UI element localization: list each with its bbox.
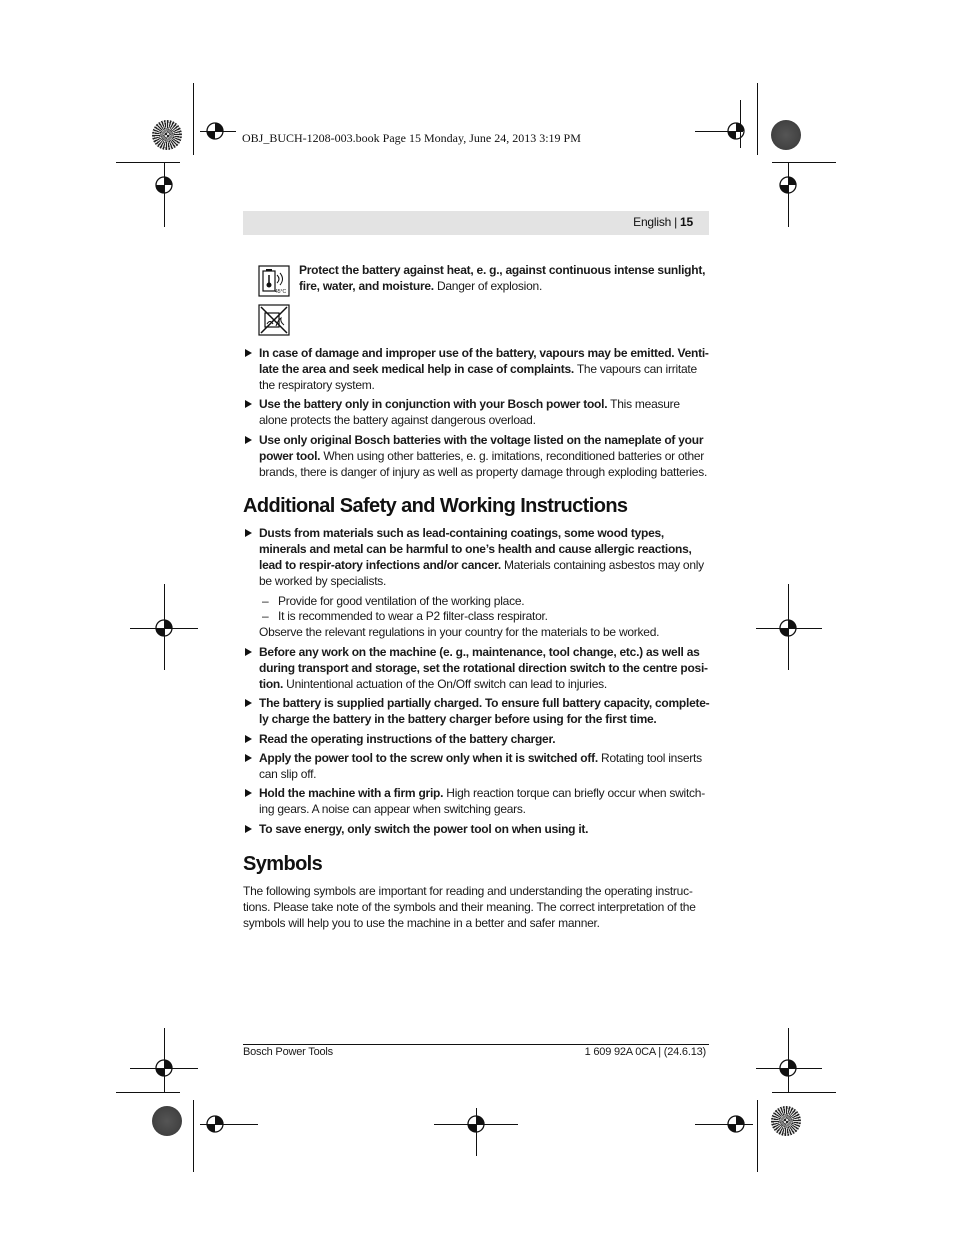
bullet-normal: The vapours can irritate the respiratory system. [259, 362, 697, 392]
bullet-bold: Hold the machine with a firm grip. [259, 786, 444, 800]
registration-mark-icon [725, 1113, 747, 1135]
battery-heat-warning [299, 262, 711, 294]
bullet-triangle-icon [245, 699, 252, 707]
list-item [243, 785, 711, 817]
bullet-triangle-icon [245, 529, 252, 537]
bullet-bold: Use only original Bosch batteries with the voltage listed on the nameplate of your power tool. [259, 433, 704, 463]
footer-doc-number: 1 609 92A 0CA | (24.6.13) [584, 1046, 706, 1058]
sunburst-mark-icon [152, 120, 182, 150]
list-item [243, 396, 711, 428]
footer-brand: Bosch Power Tools [243, 1046, 333, 1058]
bullet-normal: Rotating tool inserts can slip off. [259, 751, 702, 781]
list-item [243, 345, 711, 393]
bullet-bold: In case of damage and improper use of the battery, vapours may be emitted. Venti-late the area and seek medical help in case of complaints. [259, 346, 709, 376]
bullet-bold: Apply the power tool to the screw only when it is switched off. [259, 751, 598, 765]
list-item [243, 432, 711, 480]
bullet-bold: To save energy, only switch the power tool on when using it. [259, 822, 589, 836]
header-separator: | [674, 215, 678, 229]
bullet-bold: Read the operating instructions of the battery charger. [259, 732, 556, 746]
registration-mark-icon [204, 1113, 226, 1135]
list-item [243, 750, 711, 782]
dash-text: Provide for good ventilation of the working place. [278, 594, 525, 608]
bullet-triangle-icon [245, 648, 252, 656]
list-item [243, 525, 711, 589]
registration-mark-icon [777, 617, 799, 639]
dash-text: It is recommended to wear a P2 filter-class respirator. [278, 609, 548, 623]
registration-mark-icon [153, 174, 175, 196]
gray-target-icon [152, 1106, 182, 1136]
registration-mark-icon [777, 174, 799, 196]
bullet-normal: Materials containing asbestos may only be worked by specialists. [259, 558, 704, 588]
section-heading: Additional Safety and Working Instructions [243, 495, 628, 517]
registration-mark-icon [153, 617, 175, 639]
registration-mark-icon [204, 120, 226, 142]
dash-symbol: – [262, 594, 269, 608]
no-fire-water-icon [258, 304, 290, 336]
bullet-normal: When using other batteries, e. g. imitations, reconditioned batteries or other brands, there is danger of injury as well as property damage through exploding batteries. [259, 449, 708, 479]
page-header [243, 211, 709, 235]
list-item [243, 644, 711, 692]
bullet-triangle-icon [245, 400, 252, 408]
section-heading: Symbols [243, 853, 323, 875]
battery-heat-warning-icon [258, 265, 290, 297]
bullet-normal: High reaction torque can briefly occur when switch-ing gears. A noise can appear when switching gears. [259, 786, 705, 816]
list-item [243, 695, 711, 727]
page-number: 15 [680, 215, 693, 229]
bullet-normal: Unintentional actuation of the On/Off switch can lead to injuries. [283, 677, 607, 691]
dash-list-item [262, 593, 524, 609]
sunburst-mark-icon [771, 1106, 801, 1136]
bullet-bold: The battery is supplied partially charged. To ensure full battery capacity, complete-ly charge the battery in the battery charger before using for the first time. [259, 696, 710, 726]
footer-divider [243, 1044, 709, 1045]
list-item [243, 821, 711, 837]
bullet-bold: Before any work on the machine (e. g., maintenance, tool change, etc.) as well as during transport and storage, set the rotational direction switch to the centre posi-tion. [259, 645, 708, 691]
icon-temperature-label: 45°C [275, 289, 287, 295]
symbols-intro-paragraph: The following symbols are important for reading and understanding the operating instruc-tions. Please take note of the symbols and their meaning. The correct interpretation of the symbols will help you to use the machine in a better and safer manner. [243, 884, 696, 930]
bullet-triangle-icon [245, 436, 252, 444]
registration-mark-icon [465, 1113, 487, 1135]
warning-normal: Danger of explosion. [433, 279, 543, 293]
bullet-normal: This measure alone protects the battery against dangerous overload. [259, 397, 680, 427]
bullet-bold: Dusts from materials such as lead-containing coatings, some wood types, minerals and metal can be harmful to one’s health and cause allergic reactions, lead to respir-atory infections and/or cancer. [259, 526, 692, 572]
registration-mark-icon [153, 1057, 175, 1079]
header-label [633, 215, 693, 229]
bullet-triangle-icon [245, 754, 252, 762]
registration-mark-icon [725, 120, 747, 142]
warning-icons [258, 265, 292, 341]
warning-bold: Protect the battery against heat, e. g., against continuous intense sunlight, fire, water, and moisture. [299, 263, 706, 293]
bullet-bold: Use the battery only in conjunction with your Bosch power tool. [259, 397, 608, 411]
bullet-triangle-icon [245, 735, 252, 743]
dash-list-item [262, 608, 548, 624]
observe-text: Observe the relevant regulations in your country for the materials to be worked. [259, 625, 660, 639]
bullet-triangle-icon [245, 825, 252, 833]
book-info-line: OBJ_BUCH-1208-003.book Page 15 Monday, June 24, 2013 3:19 PM [242, 131, 581, 145]
registration-mark-icon [777, 1057, 799, 1079]
dash-symbol: – [262, 609, 269, 623]
bullet-triangle-icon [245, 349, 252, 357]
bullet-triangle-icon [245, 789, 252, 797]
list-item [243, 731, 711, 747]
header-language: English [633, 215, 672, 229]
gray-target-icon [771, 120, 801, 150]
